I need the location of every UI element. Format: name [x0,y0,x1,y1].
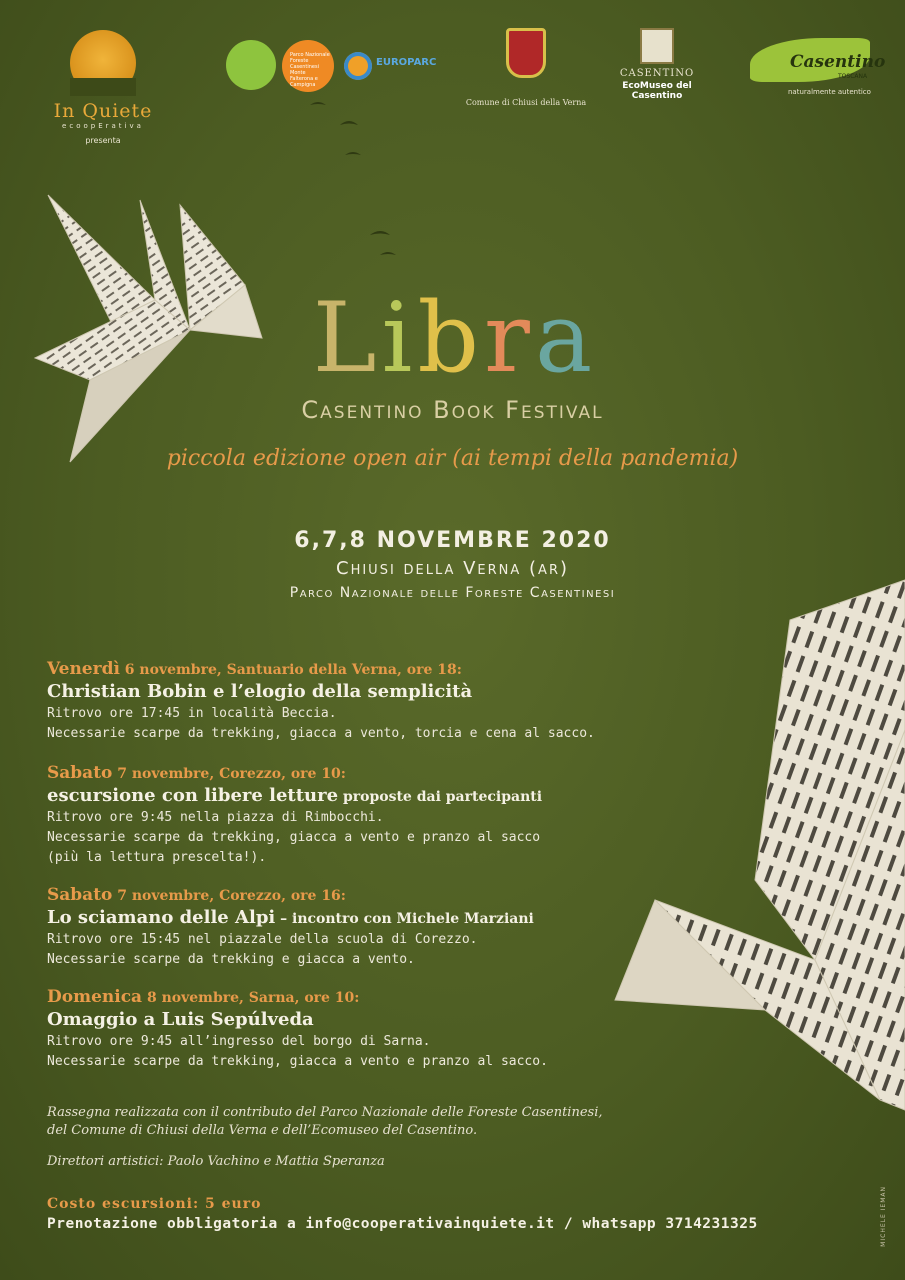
event-title [47,1009,667,1032]
parks-logos [226,40,476,92]
title-letter: b [417,282,479,394]
casentino-ecomuseo-logo [612,28,702,101]
event-title-main: escursione con libere letture [47,785,339,806]
event-details: 7 novembre, Corezzo, ore 16: [112,888,346,904]
festival-title [0,282,905,392]
casentino-emblem-icon [640,28,674,64]
event-title-extra: proposte dai partecipanti [338,789,543,805]
event-when [47,986,667,1009]
event-item [47,986,667,1072]
event-details: 7 novembre, Corezzo, ore 10: [112,766,346,782]
casentino-label: CASENTINO [619,68,695,79]
event-line: Ritrovo ore 15:45 nel piazzale della scuola di Corezzo. [47,932,478,947]
europarc-label: EUROPARC [376,57,437,68]
event-day: Domenica [47,987,143,1007]
presenta-label: presenta [85,136,121,145]
toscana-region: TOSCANA [838,73,868,80]
event-line: Ritrovo ore 9:45 all’ingresso del borgo di Sarna. [47,1034,431,1049]
artistic-directors: Direttori artistici: Paolo Vachino e Mattia Speranza [47,1154,385,1169]
coat-of-arms-icon [506,28,546,78]
event-line: Necessarie scarpe da trekking e giacca a vento. [47,952,415,967]
event-line: Necessarie scarpe da trekking, giacca a vento e pranzo al sacco [47,830,541,845]
event-when [47,658,667,681]
event-title-main: Christian Bobin e l’elogio della semplicità [47,681,473,702]
title-letter: i [381,282,413,394]
event-day: Sabato [47,763,113,783]
event-title [47,681,667,704]
in-quiete-sub: ecoopErativa [62,122,144,130]
event-title [47,907,667,930]
event-item [47,884,667,970]
event-title-main: Lo sciamano delle Alpi [47,907,276,928]
event-line: (più la lettura prescelta!). [47,850,267,865]
event-title [47,785,667,808]
title-letter: a [534,282,593,394]
sun-hiker-icon [70,30,136,96]
europarc-star-icon [344,52,372,80]
toscana-tagline: naturalmente autentico [788,88,871,96]
event-title-extra: – incontro con Michele Marziani [275,911,534,927]
festival-dates: 6,7,8 NOVEMBRE 2020 [294,528,611,553]
excursion-cost: Costo escursioni: 5 euro [47,1196,262,1212]
credits-line: del Comune di Chiusi della Verna e dell’Ecomuseo del Casentino. [47,1123,478,1138]
festival-park: Parco Nazionale delle Foreste Casentinesi [289,585,616,601]
edition-tagline: piccola edizione open air (ai tempi della pandemia) [166,446,739,471]
booking-info: Prenotazione obbligatoria a info@cooperativainquiete.it / whatsapp 3714231325 [47,1216,758,1232]
artist-signature: MICHELE IEMAN [880,1186,887,1247]
in-quiete-logo [38,30,168,145]
credits-text [47,1104,603,1140]
event-title-main: Omaggio a Luis Sepúlveda [47,1009,314,1030]
event-details: 8 novembre, Sarna, ore 10: [142,990,360,1006]
event-when [47,762,667,785]
event-line: Necessarie scarpe da trekking, giacca a vento, torcia e cena al sacco. [47,726,595,741]
pnfc-label: Parco Nazionale Foreste Casentinesi Monte Falterona e Campigna [290,52,330,88]
event-day: Sabato [47,885,113,905]
casentino-toscana-logo [738,38,886,98]
event-item [47,762,667,868]
chiusi-della-verna-logo [456,28,596,107]
festival-subtitle: Casentino Book Festival [301,396,604,424]
event-line: Necessarie scarpe da trekking, giacca a vento e pranzo al sacco. [47,1054,548,1069]
event-item [47,658,667,744]
event-when [47,884,667,907]
event-line: Ritrovo ore 9:45 nella piazza di Rimbocchi. [47,810,384,825]
title-letter: r [483,282,530,394]
title-letter: L [312,282,377,394]
event-day: Venerdì [47,659,120,679]
festival-place: Chiusi della Verna (ar) [336,558,569,579]
event-line: Ritrovo ore 17:45 in località Beccia. [47,706,337,721]
credits-line: Rassegna realizzata con il contributo del Parco Nazionale delle Foreste Casentinesi, [47,1105,603,1120]
ecomuseo-label: EcoMuseo del Casentino [622,81,692,101]
chiusi-label: Comune di Chiusi della Verna [465,98,587,107]
in-quiete-name: In Quiete [53,100,153,122]
birds-icon [300,95,420,265]
toscana-name: Casentino [790,52,886,72]
pnfc-emblem-icon [226,40,276,90]
event-details: 6 novembre, Santuario della Verna, ore 18: [119,662,462,678]
